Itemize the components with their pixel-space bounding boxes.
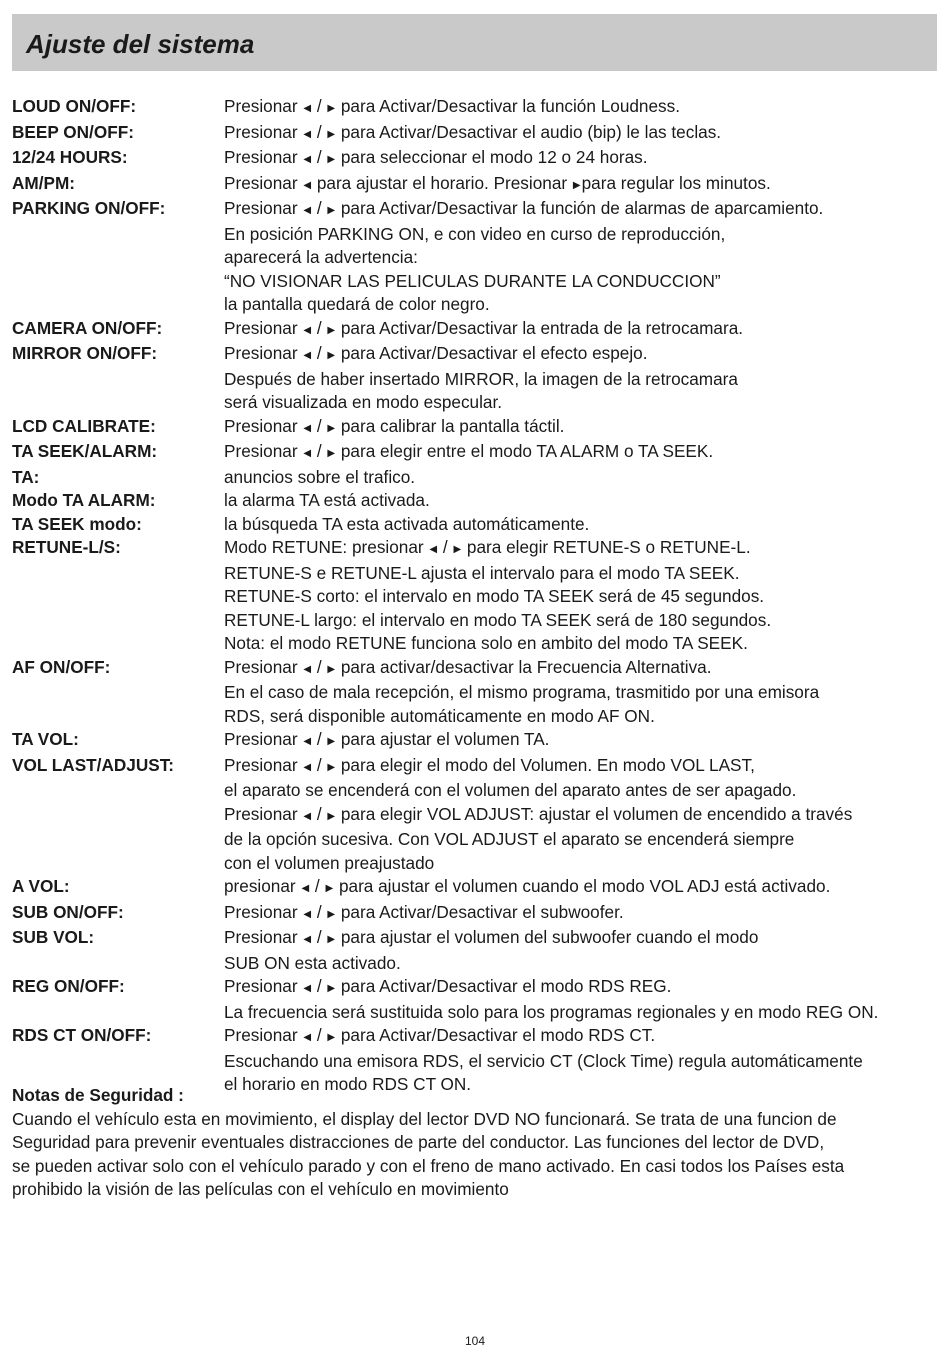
setting-row [12,172,942,198]
description-text: Presionar [224,343,303,363]
description-text: Presionar [224,317,303,338]
setting-description-line [224,513,942,537]
setting-term: SUB VOL: [12,927,95,947]
description-text: para ajustar el volumen TA. [336,729,550,749]
page-number: 104 [464,1334,486,1348]
setting-term: MIRROR ON/OFF: [12,343,158,363]
setting-description-line [224,828,942,852]
description-text: la pantalla quedará de color negro. [224,294,490,314]
description-text: Presionar [224,172,303,193]
description-text: para elegir RETUNE-S o RETUNE-L. [462,537,751,557]
setting-term: RDS CT ON/OFF: [12,1025,152,1045]
right-triangle-icon: ▶ [327,1032,336,1043]
description-text: para activar/desactivar la Frecuencia Alternativa. [336,656,712,677]
setting-description-line [224,368,942,392]
description-text: para Activar/Desactivar el audio (bip) le las teclas. [336,121,722,142]
setting-description-line [224,293,942,317]
setting-description-line: Presionar ◀ / ▶ para calibrar la pantalla táctil. [224,415,942,441]
description-text: RETUNE-L largo: el intervalo en modo TA SEEK será de 180 segundos. [224,609,772,630]
safety-notes-line: Cuando el vehículo esta en movimiento, el display del lector DVD NO funcionará. Se trata de una funcion de [12,1108,837,1129]
right-triangle-icon: ▶ [327,350,336,361]
left-triangle-icon: ◀ [303,663,312,675]
setting-description-line [224,609,942,633]
setting-row [12,121,942,147]
right-triangle-icon: ▶ [327,128,336,140]
setting-description [224,656,942,729]
setting-term: TA: [12,466,40,487]
right-triangle-icon: ▶ [327,448,336,459]
setting-description-line [224,391,942,415]
setting-row [12,415,942,441]
setting-description [224,440,942,466]
setting-description-line: Presionar ◀ / ▶ para ajustar el volumen del subwoofer cuando el modo [224,926,942,952]
setting-term: RETUNE-L/S: [12,537,121,557]
right-triangle-icon: ▶ [453,544,462,555]
setting-description-line [224,779,942,803]
description-text: para Activar/Desactivar la función de alarmas de aparcamiento. [336,198,824,218]
description-text: Presionar [224,927,303,947]
setting-row [12,146,942,172]
description-text: Escuchando una emisora RDS, el servicio CT (Clock Time) regula automáticamente [224,1050,863,1071]
setting-term: 12/24 HOURS: [12,147,128,167]
setting-row [12,975,942,1024]
setting-description-line [224,172,942,198]
setting-description-line: Presionar ◀ / ▶ para activar/desactivar la Frecuencia Alternativa. [224,656,942,682]
description-text: para Activar/Desactivar el modo RDS REG. [336,976,672,996]
description-text: para elegir el modo del Volumen. En modo VOL LAST, [336,754,755,775]
right-triangle-icon: ▶ [327,103,336,114]
left-triangle-icon: ◀ [303,761,312,773]
description-text: La frecuencia será sustituida solo para los programas regionales y en modo REG ON. [224,1001,879,1022]
setting-description-line: Presionar ◀ / ▶ para Activar/Desactivar el modo RDS REG. [224,975,942,1001]
description-text: Presionar [224,147,303,167]
setting-row [12,754,942,876]
right-triangle-icon: ▶ [572,179,581,191]
setting-description-line: Presionar ◀ / ▶ para elegir VOL ADJUST: ajustar el volumen de encendido a través [224,803,942,829]
description-text: el horario en modo RDS CT ON. [224,1074,472,1094]
setting-description [224,926,942,975]
setting-row [12,513,942,537]
setting-description-line: Modo RETUNE: presionar ◀ / ▶ para elegir RETUNE-S o RETUNE-L. [224,536,942,562]
setting-description-line: Presionar ◀ / ▶ para Activar/Desactivar la función Loudness. [224,95,942,121]
right-triangle-icon: ▶ [327,154,336,165]
setting-description-line: Presionar ◀ / ▶ para Activar/Desactivar la función de alarmas de aparcamiento. [224,197,942,223]
setting-description-line [224,852,942,876]
setting-description [224,317,942,343]
setting-description-line [224,705,942,729]
right-triangle-icon: ▶ [327,983,336,994]
left-triangle-icon: ◀ [303,205,312,216]
description-text: para Activar/Desactivar el subwoofer. [336,901,624,922]
description-text: para elegir entre el modo TA ALARM o TA SEEK. [336,441,714,461]
right-triangle-icon: ▶ [327,324,336,336]
left-triangle-icon: ◀ [303,810,312,822]
setting-term: Modo TA ALARM: [12,490,156,510]
setting-description-line [224,466,942,490]
setting-description-line [224,1001,942,1025]
setting-description [224,342,942,415]
safety-notes-line: Seguridad para prevenir eventuales distracciones de parte del conductor. Las funciones del lector de DVD, [12,1132,825,1152]
safety-notes-line: se pueden activar solo con el vehículo parado y con el freno de mano activado. En casi todos los Países esta [12,1155,845,1176]
description-text: Presionar [224,415,303,436]
setting-row [12,440,942,466]
description-text: para Activar/Desactivar la entrada de la retrocamara. [336,317,744,338]
description-text: Presionar [224,1025,303,1045]
left-triangle-icon: ◀ [303,179,312,191]
setting-term: LCD CALIBRATE: [12,415,156,436]
left-triangle-icon: ◀ [303,1032,312,1043]
setting-description-line: Presionar ◀ / ▶ para Activar/Desactivar el modo RDS CT. [224,1024,942,1050]
description-text: Presionar [224,803,303,824]
right-triangle-icon: ▶ [327,761,336,773]
setting-description-line: Presionar ◀ / ▶ para ajustar el volumen TA. [224,728,942,754]
description-text: RETUNE-S corto: el intervalo en modo TA SEEK será de 45 segundos. [224,586,765,606]
left-triangle-icon: ◀ [303,448,312,459]
setting-description-line: presionar ◀ / ▶ para ajustar el volumen cuando el modo VOL ADJ está activado. [224,875,942,901]
setting-row [12,875,942,901]
description-text: el aparato se encenderá con el volumen del aparato antes de ser apagado. [224,780,797,800]
setting-term: PARKING ON/OFF: [12,198,166,218]
setting-description-line [224,632,942,656]
setting-description [224,513,942,537]
description-text: de la opción sucesiva. Con VOL ADJUST el aparato se encenderá siempre [224,829,795,849]
setting-term: AF ON/OFF: [12,656,111,677]
description-text: Presionar [224,198,303,218]
description-text: Presionar [224,976,303,996]
setting-term: CAMERA ON/OFF: [12,317,163,338]
right-triangle-icon: ▶ [327,205,336,216]
description-text: para ajustar el volumen del subwoofer cuando el modo [336,927,759,947]
right-triangle-icon: ▶ [327,663,336,675]
description-text: Después de haber insertado MIRROR, la imagen de la retrocamara [224,368,738,389]
safety-notes-line: prohibido la visión de las películas con el vehículo en movimiento [12,1179,509,1199]
setting-row [12,901,942,927]
setting-term: AM/PM: [12,172,76,193]
description-text: para Activar/Desactivar el modo RDS CT. [336,1025,656,1045]
left-triangle-icon: ◀ [303,128,312,140]
right-triangle-icon: ▶ [327,422,336,434]
setting-description [224,489,942,513]
description-text: para elegir VOL ADJUST: ajustar el volumen de encendido a través [336,803,853,824]
description-text: para ajustar el volumen cuando el modo VOL ADJ está activado. [334,876,831,896]
setting-row [12,197,942,317]
right-triangle-icon: ▶ [327,908,336,920]
description-text: SUB ON esta activado. [224,952,401,973]
description-text: Nota: el modo RETUNE funciona solo en ambito del modo TA SEEK. [224,633,748,653]
right-triangle-icon: ▶ [325,883,334,894]
left-triangle-icon: ◀ [301,883,310,894]
setting-row [12,728,942,754]
description-text: Presionar [224,656,303,677]
description-text: será visualizada en modo especular. [224,392,503,412]
description-text: Presionar [224,729,303,749]
setting-description-line: Presionar ◀ / ▶ para seleccionar el modo 12 o 24 horas. [224,146,942,172]
setting-row [12,926,942,975]
setting-description-line [224,489,942,513]
description-text: para calibrar la pantalla táctil. [336,415,565,436]
setting-term: VOL LAST/ADJUST: [12,754,175,775]
setting-row [12,489,942,513]
setting-description [224,975,942,1024]
setting-description-line: Presionar ◀ / ▶ para Activar/Desactivar el efecto espejo. [224,342,942,368]
description-text: anuncios sobre el trafico. [224,466,416,487]
settings-list [12,95,942,1097]
setting-description [224,466,942,490]
description-text: Presionar [224,96,303,116]
safety-notes-title: Notas de Seguridad : [12,1085,184,1105]
description-text: para regular los minutos. [581,172,771,193]
description-text: Presionar [224,441,303,461]
setting-row [12,95,942,121]
setting-description-line [224,270,942,294]
left-triangle-icon: ◀ [303,103,312,114]
setting-description [224,754,942,876]
left-triangle-icon: ◀ [303,154,312,165]
left-triangle-icon: ◀ [303,422,312,434]
setting-description-line [224,223,942,247]
setting-description-line [224,681,942,705]
setting-description [224,728,942,754]
description-text: con el volumen preajustado [224,852,435,873]
setting-row [12,466,942,490]
description-text: la búsqueda TA esta activada automáticamente. [224,513,590,534]
setting-description-line [224,1050,942,1074]
left-triangle-icon: ◀ [303,908,312,920]
description-text: “NO VISIONAR LAS PELICULAS DURANTE LA CONDUCCION” [224,270,721,291]
setting-description [224,875,942,901]
setting-description [224,121,942,147]
section-header [12,14,937,71]
description-text: En posición PARKING ON, e con video en curso de reproducción, [224,223,726,244]
page-title: Ajuste del sistema [26,29,255,59]
setting-description [224,146,942,172]
setting-row [12,536,942,656]
setting-description-line: Presionar ◀ / ▶ para elegir el modo del Volumen. En modo VOL LAST, [224,754,942,780]
description-text: para Activar/Desactivar el efecto espejo. [336,343,648,363]
setting-term: LOUD ON/OFF: [12,96,137,116]
setting-description [224,95,942,121]
setting-row [12,656,942,729]
setting-row [12,317,942,343]
left-triangle-icon: ◀ [303,736,312,747]
right-triangle-icon: ▶ [327,934,336,945]
setting-description [224,536,942,656]
setting-term: A VOL: [12,876,70,896]
right-triangle-icon: ▶ [327,736,336,747]
description-text: Modo RETUNE: presionar [224,537,429,557]
setting-term: TA VOL: [12,729,79,749]
setting-row [12,342,942,415]
setting-term: SUB ON/OFF: [12,901,124,922]
setting-description [224,901,942,927]
left-triangle-icon: ◀ [303,983,312,994]
description-text: para seleccionar el modo 12 o 24 horas. [336,147,648,167]
description-text: para ajustar el horario. Presionar [312,172,572,193]
setting-description-line [224,585,942,609]
setting-description-line [224,562,942,586]
setting-description-line: Presionar ◀ / ▶ para Activar/Desactivar el audio (bip) le las teclas. [224,121,942,147]
description-text: presionar [224,876,301,896]
left-triangle-icon: ◀ [303,350,312,361]
setting-description-line [224,952,942,976]
description-text: RETUNE-S e RETUNE-L ajusta el intervalo para el modo TA SEEK. [224,562,740,583]
left-triangle-icon: ◀ [429,544,438,555]
right-triangle-icon: ▶ [327,810,336,822]
description-text: En el caso de mala recepción, el mismo programa, trasmitido por una emisora [224,682,820,702]
safety-notes [12,1084,942,1202]
setting-description-line: Presionar ◀ / ▶ para Activar/Desactivar la entrada de la retrocamara. [224,317,942,343]
description-text: RDS, será disponible automáticamente en modo AF ON. [224,705,655,726]
setting-term: TA SEEK modo: [12,513,142,534]
setting-description [224,415,942,441]
left-triangle-icon: ◀ [303,324,312,336]
description-text: aparecerá la advertencia: [224,247,418,267]
setting-term: TA SEEK/ALARM: [12,441,158,461]
description-text: Presionar [224,754,303,775]
setting-term: REG ON/OFF: [12,976,125,996]
left-triangle-icon: ◀ [303,934,312,945]
description-text: la alarma TA está activada. [224,490,430,510]
description-text: Presionar [224,901,303,922]
setting-description-line [224,246,942,270]
setting-description-line: Presionar ◀ / ▶ para elegir entre el modo TA ALARM o TA SEEK. [224,440,942,466]
setting-description [224,172,942,198]
description-text: para Activar/Desactivar la función Loudness. [336,96,681,116]
setting-description-line: Presionar ◀ / ▶ para Activar/Desactivar el subwoofer. [224,901,942,927]
setting-term: BEEP ON/OFF: [12,121,134,142]
setting-description [224,197,942,317]
description-text: Presionar [224,121,303,142]
